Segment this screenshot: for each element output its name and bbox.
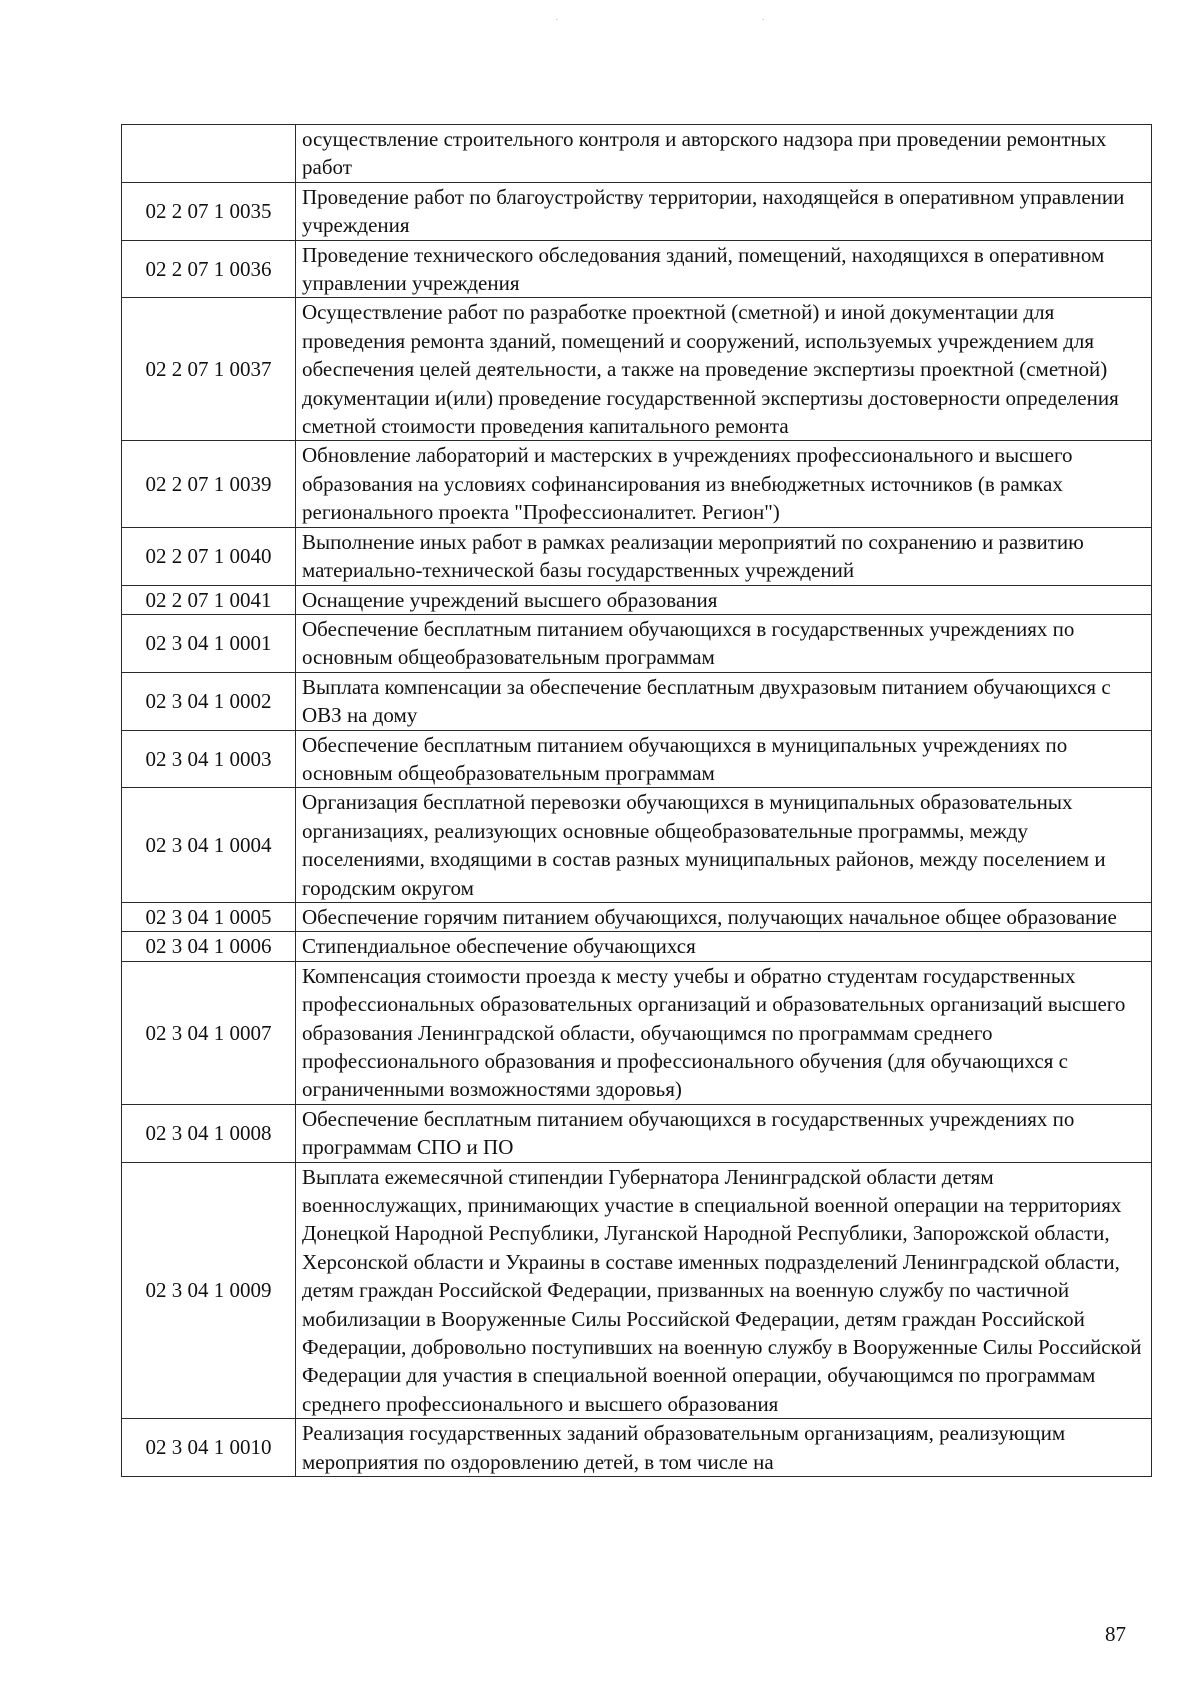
table-row [122, 614, 1152, 672]
table-row [122, 182, 1152, 240]
table-row [122, 961, 1152, 1104]
table-row [122, 902, 1152, 931]
table-body [122, 125, 1152, 1477]
row-code: 02 2 07 1 0037 [122, 298, 296, 441]
row-code: 02 2 07 1 0040 [122, 527, 296, 585]
table-row [122, 585, 1152, 614]
row-description: Выплата ежемесячной стипендии Губернатора Ленинградской области детям военнослужащих, принимающих участие в специальной военной операции на территориях Донецкой Народной Республики, Луганской Народной Республики, Запорожской области, Херсонской области и Украины в составе именных подразделений Ленинградской области, детям граждан Российской Федерации, призванных на военную службу по частичной мобилизации в Вооруженные Силы Российской Федерации, детям граждан Российской Федерации, добровольно поступивших на военную службу в Вооруженные Силы Российской Федерации для участия в специальной военной операции, обучающимся по программам среднего профессионального и высшего образования [296, 1162, 1152, 1419]
scan-artifact-marks: · · [555, 14, 866, 26]
page-number: 87 [1105, 1622, 1126, 1646]
row-description: осуществление строительного контроля и авторского надзора при проведении ремонтных работ [296, 125, 1152, 183]
row-code: 02 3 04 1 0004 [122, 788, 296, 903]
classification-codes-table [121, 124, 1152, 1477]
table-row [122, 527, 1152, 585]
row-description: Проведение работ по благоустройству территории, находящейся в оперативном управлении учреждения [296, 182, 1152, 240]
row-description: Осуществление работ по разработке проектной (сметной) и иной документации для проведения ремонта зданий, помещений и сооружений, используемых учреждением для обеспечения целей деятельности, а также на проведение экспертизы проектной (сметной) документации и(или) проведение государственной экспертизы достоверности определения сметной стоимости проведения капитального ремонта [296, 298, 1152, 441]
row-code: 02 3 04 1 0007 [122, 961, 296, 1104]
row-description: Обеспечение бесплатным питанием обучающихся в муниципальных учреждениях по основным общеобразовательным программам [296, 730, 1152, 788]
table-row [122, 441, 1152, 527]
row-code: 02 3 04 1 0002 [122, 672, 296, 730]
row-code: 02 3 04 1 0009 [122, 1162, 296, 1419]
table-row [122, 788, 1152, 903]
row-code: 02 2 07 1 0035 [122, 182, 296, 240]
table-row [122, 932, 1152, 961]
row-code: 02 3 04 1 0008 [122, 1104, 296, 1162]
row-code: 02 3 04 1 0006 [122, 932, 296, 961]
row-code: 02 3 04 1 0003 [122, 730, 296, 788]
row-code: 02 2 07 1 0041 [122, 585, 296, 614]
row-code: 02 3 04 1 0001 [122, 614, 296, 672]
row-description: Выполнение иных работ в рамках реализации мероприятий по сохранению и развитию материально-технической базы государственных учреждений [296, 527, 1152, 585]
row-description: Обновление лабораторий и мастерских в учреждениях профессионального и высшего образования на условиях софинансирования из внебюджетных источников (в рамках регионального проекта "Профессионалитет. Регион") [296, 441, 1152, 527]
row-description: Выплата компенсации за обеспечение бесплатным двухразовым питанием обучающихся с ОВЗ на дому [296, 672, 1152, 730]
row-description: Обеспечение бесплатным питанием обучающихся в государственных учреждениях по основным общеобразовательным программам [296, 614, 1152, 672]
row-description: Реализация государственных заданий образовательным организациям, реализующим мероприятия по оздоровлению детей, в том числе на [296, 1419, 1152, 1477]
row-code: 02 3 04 1 0010 [122, 1419, 296, 1477]
row-description: Организация бесплатной перевозки обучающихся в муниципальных образовательных организациях, реализующих основные общеобразовательные программы, между поселениями, входящими в состав разных муниципальных районов, между поселением и городским округом [296, 788, 1152, 903]
row-code: 02 2 07 1 0039 [122, 441, 296, 527]
table-row [122, 672, 1152, 730]
table-row [122, 298, 1152, 441]
table-row [122, 730, 1152, 788]
row-description: Компенсация стоимости проезда к месту учебы и обратно студентам государственных профессиональных образовательных организаций и образовательных организаций высшего образования Ленинградской области, обучающимся по программам среднего профессионального образования и профессионального обучения (для обучающихся с ограниченными возможностями здоровья) [296, 961, 1152, 1104]
table-row [122, 1162, 1152, 1419]
table-row [122, 1104, 1152, 1162]
row-description: Обеспечение бесплатным питанием обучающихся в государственных учреждениях по программам СПО и ПО [296, 1104, 1152, 1162]
row-code [122, 125, 296, 183]
row-description: Проведение технического обследования зданий, помещений, находящихся в оперативном управлении учреждения [296, 240, 1152, 298]
row-code: 02 3 04 1 0005 [122, 902, 296, 931]
table-row [122, 240, 1152, 298]
table-row [122, 125, 1152, 183]
row-description: Обеспечение горячим питанием обучающихся, получающих начальное общее образование [296, 902, 1152, 931]
row-code: 02 2 07 1 0036 [122, 240, 296, 298]
row-description: Стипендиальное обеспечение обучающихся [296, 932, 1152, 961]
table-row [122, 1419, 1152, 1477]
row-description: Оснащение учреждений высшего образования [296, 585, 1152, 614]
